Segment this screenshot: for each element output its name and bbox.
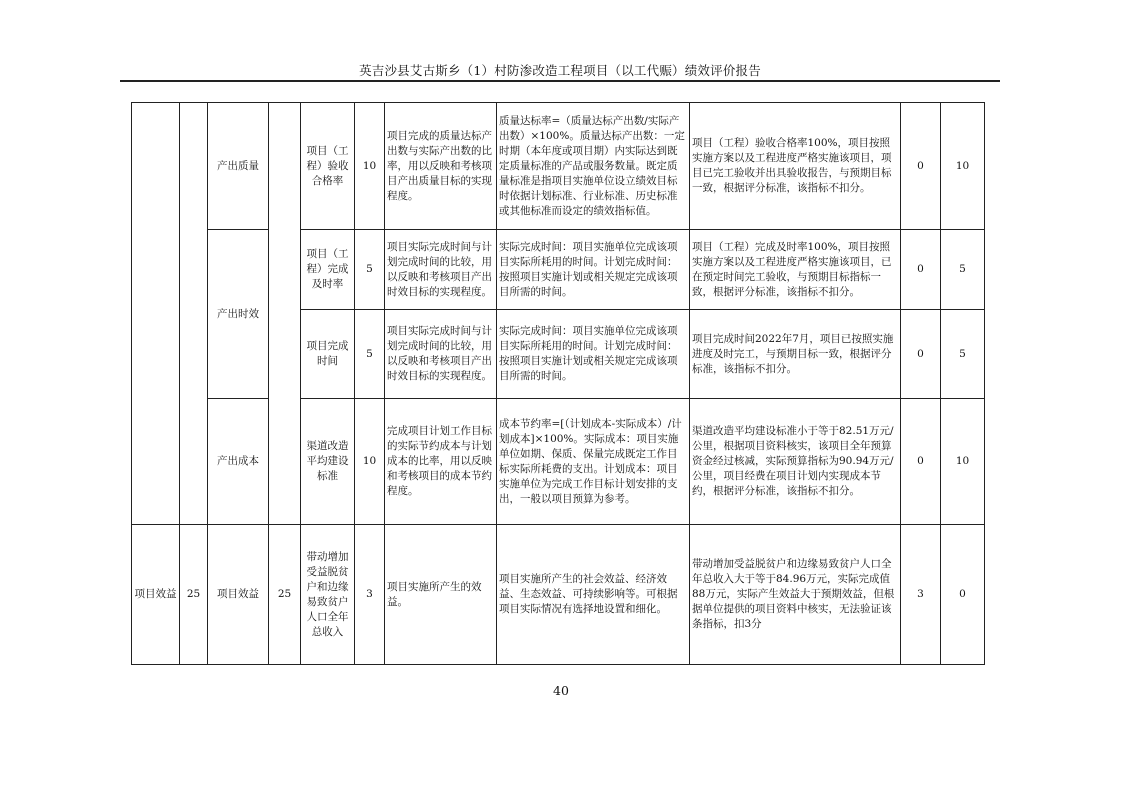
scoring-method: 质量达标率=（质量达标产出数/实际产出数）×100%。质量达标产出数：一定时期（本年度或项目期）内实际达到既定质量标准的产品或服务数量。既定质量标准是指项目实施单位设立绩效目标时依据计划标准、行业标准、历史标准或其他标准而设定的绩效指标值。 — [497, 103, 690, 230]
scoring-evidence: 渠道改造平均建设标准小于等于82.51万元/公里，根据项目资料核实，该项目全年预算资金经过核减，实际预算指标为90.94万元/公里，项目经费在项目计划内实现成本节约，根据评分标准，该指标不扣分。 — [690, 399, 901, 525]
scoring-method: 实际完成时间：项目实施单位完成该项目实际所耗用的时间。计划完成时间：按照项目实施计划或相关规定完成该项目所需的时间。 — [497, 310, 690, 399]
table-row — [132, 103, 985, 230]
indicator-explanation: 项目完成的质量达标产出数与实际产出数的比率，用以反映和考核项目产出质量目标的实现程度。 — [385, 103, 497, 230]
deduction-value: 3 — [901, 525, 941, 665]
indicator-name: 渠道改造平均建设标准 — [301, 399, 355, 525]
indicator-name: 项目完成时间 — [301, 310, 355, 399]
indicator-weight: 3 — [355, 525, 385, 665]
table-row — [132, 230, 985, 310]
category-benefit-weight: 25 — [180, 525, 208, 665]
indicator-explanation: 项目实际完成时间与计划完成时间的比较，用以反映和考核项目产出时效目标的实现程度。 — [385, 310, 497, 399]
indicator-weight: 10 — [355, 103, 385, 230]
score-value: 0 — [941, 525, 985, 665]
indicator-name: 带动增加受益脱贫户和边缘易致贫户人口全年总收入 — [301, 525, 355, 665]
sub-category-quality: 产出质量 — [208, 103, 269, 230]
indicator-name: 项目（工程）验收合格率 — [301, 103, 355, 230]
score-value: 10 — [941, 399, 985, 525]
table-row — [132, 525, 985, 665]
evaluation-table — [131, 102, 985, 665]
page-header-title: 英吉沙县艾古斯乡（1）村防渗改造工程项目（以工代赈）绩效评价报告 — [359, 63, 761, 78]
indicator-explanation: 项目实施所产生的效益。 — [385, 525, 497, 665]
category-benefit: 项目效益 — [132, 525, 180, 665]
scoring-method: 实际完成时间：项目实施单位完成该项目实际所耗用的时间。计划完成时间：按照项目实施计划或相关规定完成该项目所需的时间。 — [497, 230, 690, 310]
deduction-value: 0 — [901, 230, 941, 310]
sub-category-cost: 产出成本 — [208, 399, 269, 525]
indicator-weight: 5 — [355, 230, 385, 310]
output-category-weight-cell — [180, 103, 208, 525]
sub-category-benefit: 项目效益 — [208, 525, 269, 665]
output-category-cell — [132, 103, 180, 525]
deduction-value: 0 — [901, 103, 941, 230]
table-row — [132, 399, 985, 525]
scoring-evidence: 项目完成时间2022年7月，项目已按照实施进度及时完工，与预期目标一致，根据评分标准，该指标不扣分。 — [690, 310, 901, 399]
scoring-evidence: 项目（工程）验收合格率100%，项目按照实施方案以及工程进度严格实施该项目，项目已完工验收并出具验收报告，与预期目标一致，根据评分标准，该指标不扣分。 — [690, 103, 901, 230]
scoring-method: 成本节约率=[（计划成本-实际成本）/计划成本]×100%。实际成本：项目实施单位如期、保质、保量完成既定工作目标实际所耗费的支出。计划成本：项目实施单位为完成工作目标计划安排的支出，一般以项目预算为参考。 — [497, 399, 690, 525]
scoring-evidence: 带动增加受益脱贫户和边缘易致贫户人口全年总收入大于等于84.96万元，实际完成值88万元，实际产生效益大于预期效益，但根据单位提供的项目资料中核实，无法验证该条指标，扣3分 — [690, 525, 901, 665]
indicator-explanation: 项目实际完成时间与计划完成时间的比较，用以反映和考核项目产出时效目标的实现程度。 — [385, 230, 497, 310]
sub-category-timeliness: 产出时效 — [208, 230, 269, 399]
sub-weight-cell — [269, 103, 301, 525]
indicator-explanation: 完成项目计划工作目标的实际节约成本与计划成本的比率，用以反映和考核项目的成本节约程度。 — [385, 399, 497, 525]
deduction-value: 0 — [901, 310, 941, 399]
deduction-value: 0 — [901, 399, 941, 525]
indicator-weight: 5 — [355, 310, 385, 399]
scoring-evidence: 项目（工程）完成及时率100%，项目按照实施方案以及工程进度严格实施该项目，已在预定时间完工验收，与预期目标指标一致，根据评分标准，该指标不扣分。 — [690, 230, 901, 310]
score-value: 5 — [941, 230, 985, 310]
indicator-weight: 10 — [355, 399, 385, 525]
indicator-name: 项目（工程）完成及时率 — [301, 230, 355, 310]
sub-category-benefit-weight: 25 — [269, 525, 301, 665]
page-number: 40 — [553, 683, 569, 698]
scoring-method: 项目实施所产生的社会效益、经济效益、生态效益、可持续影响等。可根据项目实际情况有选择地设置和细化。 — [497, 525, 690, 665]
score-value: 5 — [941, 310, 985, 399]
header-divider — [120, 80, 1000, 82]
score-value: 10 — [941, 103, 985, 230]
